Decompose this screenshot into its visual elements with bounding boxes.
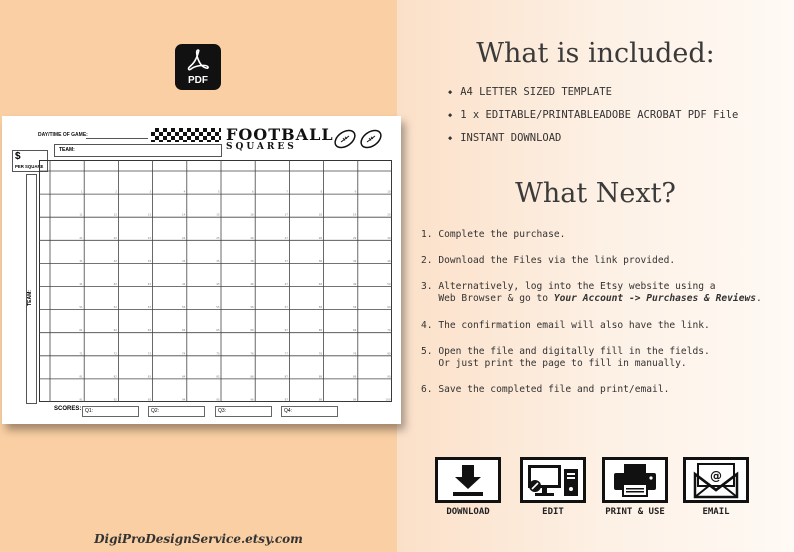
- grid-cell-number: 53: [147, 306, 152, 310]
- grid-cell-number: 1: [81, 190, 83, 194]
- template-title: FOOTBALL: [226, 125, 334, 144]
- step-3: [421, 281, 762, 305]
- grid-cell-number: 34: [181, 259, 186, 263]
- grid-cell-number: 50: [387, 283, 391, 286]
- score-q3-label: Q3:: [218, 408, 227, 414]
- included-item: ◆ A4 LETTER SIZED TEMPLATE: [448, 86, 738, 109]
- download-tile: [435, 457, 501, 503]
- team-side-label: TEAM:: [26, 290, 33, 306]
- team-top-label: TEAM:: [59, 147, 75, 153]
- shop-url: DigiProDesignService.etsy.com: [94, 532, 303, 546]
- grid-cell-number: 93: [147, 398, 152, 402]
- grid-cell-number: 80: [387, 352, 391, 356]
- grid-cell-number: 46: [250, 283, 254, 286]
- included-item: ◆ 1 x EDITABLE/PRINTABLEADOBE ACROBAT PDF File: [448, 109, 738, 132]
- grid-cell-number: 37: [284, 259, 288, 263]
- squares-grid[interactable]: [39, 160, 392, 402]
- svg-text:@: @: [710, 469, 722, 483]
- football-icon: [358, 128, 384, 150]
- grid-cell-number: 73: [147, 352, 152, 356]
- grid-cell-number: 41: [79, 283, 83, 286]
- grid-cell-number: 85: [216, 375, 220, 379]
- grid-cell-number: 66: [250, 329, 254, 333]
- step-3-path: Your Account -> Purchases & Reviews: [553, 293, 757, 304]
- football-squares-sheet: [2, 116, 401, 424]
- grid-cell-number: 44: [181, 283, 186, 286]
- edit-label: EDIT: [542, 507, 564, 517]
- grid-cell-number: 48: [318, 283, 323, 286]
- grid-cell-number: 36: [250, 259, 254, 263]
- step-3-text-b: Web Browser & go to: [421, 293, 554, 304]
- grid-cell-number: 2: [115, 190, 117, 194]
- print-tile: [602, 457, 668, 503]
- grid-cell-number: 75: [216, 352, 220, 356]
- step-2: [421, 255, 675, 267]
- grid-cell-number: 42: [113, 283, 117, 286]
- grid-cell-number: 3: [149, 190, 152, 194]
- next-heading: What Next?: [515, 178, 676, 209]
- computer-edit-icon: [523, 460, 583, 500]
- grid-cell-number: 20: [387, 213, 391, 217]
- checkered-banner: [151, 128, 221, 142]
- grid-cell-number: 59: [352, 306, 357, 310]
- step-6: [421, 384, 669, 396]
- grid-cell-number: 83: [147, 375, 152, 379]
- grid-cell-number: 19: [352, 213, 357, 217]
- grid-cell-number: 33: [147, 259, 152, 263]
- grid-cell-number: 54: [181, 306, 186, 310]
- grid-cell-number: 98: [318, 398, 323, 402]
- grid-cell-number: 47: [284, 283, 288, 286]
- grid-cell-number: 6: [252, 190, 254, 194]
- grid-cell-number: 10: [387, 190, 391, 194]
- acrobat-logo-icon: [186, 48, 210, 72]
- grid-cell-number: 86: [250, 375, 254, 379]
- grid-cell-number: 15: [216, 213, 220, 217]
- step-5-text-b: Or just print the page to fill in manually.: [421, 358, 687, 369]
- grid-cell-number: 24: [181, 236, 186, 240]
- grid-cell-number: 13: [147, 213, 152, 217]
- grid-cell-number: 18: [318, 213, 323, 217]
- grid-cell-number: 57: [284, 306, 288, 310]
- grid-cell-number: 61: [79, 329, 83, 333]
- printer-icon: [605, 460, 665, 500]
- per-square-label: PER SQUARE: [15, 164, 44, 169]
- grid-cell-number: 56: [250, 306, 254, 310]
- score-q2-label: Q2:: [151, 408, 160, 414]
- grid-cell-number: 94: [181, 398, 186, 402]
- grid-cell-number: 67: [284, 329, 288, 333]
- grid-cell-number: 43: [147, 283, 152, 286]
- grid-cell-number: 70: [387, 329, 391, 333]
- grid-cell-number: 21: [79, 236, 83, 240]
- score-q1-label: Q1:: [85, 408, 94, 414]
- grid-cell-number: 63: [147, 329, 152, 333]
- edit-tile: [520, 457, 586, 503]
- step-3-text: 3. Alternatively, log into the Etsy website using a: [421, 281, 716, 292]
- step-1-text: 1. Complete the purchase.: [421, 229, 566, 240]
- email-label: EMAIL: [702, 507, 730, 517]
- step-3-period: .: [756, 293, 762, 304]
- grid-cell-number: 96: [250, 398, 254, 402]
- step-4-text: 4. The confirmation email will also have the link.: [421, 320, 710, 331]
- grid-cell-number: 45: [216, 283, 220, 286]
- scores-label: SCORES:: [54, 406, 82, 412]
- grid-cell-number: 99: [352, 398, 357, 402]
- day-time-label: DAY/TIME OF GAME:: [38, 132, 88, 138]
- grid-cell-number: 88: [318, 375, 323, 379]
- pdf-label: PDF: [188, 75, 208, 86]
- grid-cell-number: 28: [318, 236, 323, 240]
- grid-cell-number: 77: [284, 352, 288, 356]
- grid-cell-number: 16: [250, 213, 254, 217]
- print-label: PRINT & USE: [605, 507, 665, 517]
- grid-cell-number: 40: [387, 259, 391, 263]
- email-icon: [686, 460, 746, 500]
- grid-cell-number: 14: [181, 213, 186, 217]
- step-1: [421, 229, 565, 241]
- grid-cell-number: 87: [284, 375, 288, 379]
- grid-cell-number: 82: [113, 375, 117, 379]
- grid-cell-number: 38: [318, 259, 323, 263]
- score-q1-field[interactable]: [82, 406, 139, 417]
- grid-cell-number: 52: [113, 306, 117, 310]
- grid-cell-number: 60: [387, 306, 391, 310]
- grid-cell-number: 74: [181, 352, 186, 356]
- grid-cell-number: 23: [147, 236, 152, 240]
- grid-cell-number: 68: [318, 329, 323, 333]
- dollar-sign: $: [15, 151, 21, 162]
- grid-cell-number: 72: [113, 352, 117, 356]
- score-q2-field[interactable]: [148, 406, 205, 417]
- grid-border: [40, 161, 392, 402]
- grid-cell-number: 22: [113, 236, 117, 240]
- grid-cell-number: 58: [318, 306, 323, 310]
- score-q3-field[interactable]: [215, 406, 272, 417]
- grid-cell-number: 81: [79, 375, 83, 379]
- grid-cell-number: 4: [183, 190, 186, 194]
- grid-cell-number: 84: [181, 375, 186, 379]
- step-6-text: 6. Save the completed file and print/email.: [421, 384, 670, 395]
- squares-grid-lines: [39, 160, 392, 402]
- day-time-line: [86, 138, 148, 139]
- grid-cell-number: 91: [79, 398, 83, 402]
- grid-cell-number: 92: [113, 398, 117, 402]
- grid-cell-number: 89: [352, 375, 357, 379]
- step-2-text: 2. Download the Files via the link provided.: [421, 255, 676, 266]
- grid-cell-number: 71: [79, 352, 83, 356]
- grid-cell-number: 12: [113, 213, 117, 217]
- team-side-field[interactable]: [26, 174, 37, 404]
- step-5: [421, 346, 710, 370]
- grid-cell-number: 26: [250, 236, 254, 240]
- included-item: ◆ INSTANT DOWNLOAD: [448, 132, 738, 155]
- grid-cell-number: 25: [216, 236, 220, 240]
- football-icon: [332, 128, 358, 150]
- email-tile: [683, 457, 749, 503]
- grid-cell-number: 100: [385, 398, 391, 402]
- grid-cell-number: 27: [284, 236, 288, 240]
- grid-cell-number: 31: [79, 259, 83, 263]
- team-top-field[interactable]: [54, 144, 222, 157]
- grid-cell-number: 17: [284, 213, 288, 217]
- included-heading: What is included:: [476, 38, 715, 69]
- score-q4-label: Q4:: [284, 408, 293, 414]
- grid-cell-number: 51: [79, 306, 83, 310]
- download-icon: [438, 460, 498, 500]
- grid-cell-number: 7: [286, 190, 288, 194]
- grid-cell-number: 62: [113, 329, 117, 333]
- grid-cell-number: 39: [352, 259, 357, 263]
- grid-cell-number: 78: [318, 352, 323, 356]
- pdf-file-icon: [175, 44, 221, 90]
- grid-cell-number: 30: [387, 236, 391, 240]
- grid-cell-number: 69: [352, 329, 357, 333]
- grid-cell-number: 5: [217, 190, 220, 194]
- step-4: [421, 320, 710, 332]
- grid-cell-number: 55: [216, 306, 220, 310]
- grid-cell-number: 8: [320, 190, 323, 194]
- step-5-text: 5. Open the file and digitally fill in the fields.: [421, 346, 710, 357]
- grid-cell-number: 32: [113, 259, 117, 263]
- grid-cell-number: 11: [79, 213, 83, 217]
- grid-cell-number: 29: [352, 236, 357, 240]
- grid-cell-number: 97: [284, 398, 288, 402]
- included-list: [448, 86, 738, 155]
- grid-cell-number: 95: [216, 398, 220, 402]
- grid-cell-number: 9: [354, 190, 357, 194]
- grid-cell-number: 49: [352, 283, 357, 286]
- template-subtitle: SQUARES: [226, 142, 297, 152]
- score-q4-field[interactable]: [281, 406, 338, 417]
- grid-cell-number: 90: [387, 375, 391, 379]
- download-label: DOWNLOAD: [446, 507, 490, 517]
- grid-cell-number: 65: [216, 329, 220, 333]
- grid-cell-number: 35: [216, 259, 220, 263]
- grid-cell-number: 76: [250, 352, 254, 356]
- grid-cell-number: 64: [181, 329, 186, 333]
- grid-cell-number: 79: [352, 352, 357, 356]
